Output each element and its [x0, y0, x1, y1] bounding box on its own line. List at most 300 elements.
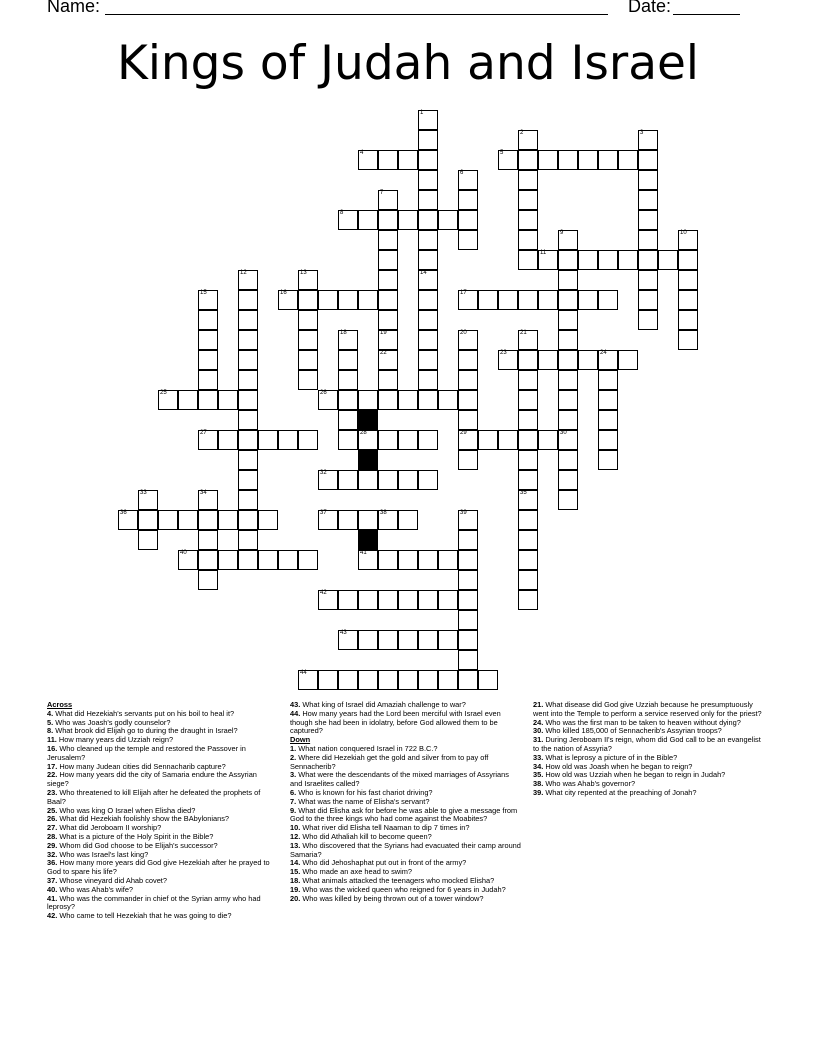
clue-text: Who was the wicked queen who reigned for 6 years in Judah? — [300, 884, 506, 894]
grid-cell[interactable] — [598, 250, 618, 270]
grid-cell[interactable] — [458, 530, 478, 550]
grid-cell[interactable] — [438, 670, 458, 690]
grid-cell[interactable] — [558, 230, 578, 250]
grid-cell[interactable] — [598, 410, 618, 430]
grid-cell[interactable] — [418, 390, 438, 410]
clue-number-label: 44. — [290, 708, 301, 718]
grid-cell[interactable] — [518, 570, 538, 590]
grid-cell[interactable] — [238, 510, 258, 530]
grid-cell[interactable] — [478, 290, 498, 310]
grid-cell[interactable] — [338, 410, 358, 430]
grid-cell[interactable] — [358, 590, 378, 610]
grid-cell[interactable] — [238, 370, 258, 390]
grid-cell[interactable] — [558, 150, 578, 170]
grid-cell[interactable] — [518, 150, 538, 170]
clue-text: How old was Uzziah when he began to reign in Judah? — [543, 770, 726, 780]
grid-cell[interactable] — [518, 450, 538, 470]
grid-cell[interactable] — [638, 210, 658, 230]
grid-cell[interactable] — [558, 470, 578, 490]
grid-cell[interactable] — [258, 430, 278, 450]
grid-cell[interactable] — [398, 630, 418, 650]
clue-number: 33 — [140, 490, 147, 496]
grid-cell[interactable] — [658, 250, 678, 270]
grid-cell[interactable] — [558, 390, 578, 410]
grid-cell[interactable] — [678, 250, 698, 270]
grid-cell[interactable] — [458, 670, 478, 690]
grid-cell[interactable] — [598, 390, 618, 410]
clue-number-label: 13. — [290, 840, 301, 850]
grid-cell[interactable] — [238, 350, 258, 370]
grid-cell[interactable] — [458, 570, 478, 590]
grid-cell[interactable] — [298, 350, 318, 370]
clue-number: 22 — [380, 350, 387, 356]
grid-cell[interactable] — [138, 530, 158, 550]
grid-cell[interactable] — [198, 550, 218, 570]
grid-cell[interactable] — [438, 630, 458, 650]
grid-cell[interactable] — [298, 290, 318, 310]
grid-cell[interactable] — [198, 430, 218, 450]
clue-text: Who discovered that the Syrians had evacuated their camp around Samaria? — [290, 840, 521, 859]
grid-cell[interactable] — [478, 670, 498, 690]
grid-cell[interactable] — [338, 390, 358, 410]
grid-cell[interactable] — [378, 630, 398, 650]
grid-cell[interactable] — [418, 630, 438, 650]
grid-cell[interactable] — [598, 350, 618, 370]
grid-cell[interactable] — [458, 510, 478, 530]
grid-cell[interactable] — [518, 190, 538, 210]
grid-cell[interactable] — [518, 290, 538, 310]
clue-number-label: 12. — [290, 831, 301, 841]
grid-cell[interactable] — [338, 210, 358, 230]
grid-cell[interactable] — [638, 130, 658, 150]
grid-cell[interactable] — [338, 630, 358, 650]
grid-cell[interactable] — [518, 530, 538, 550]
grid-cell[interactable] — [178, 390, 198, 410]
grid-cell[interactable] — [418, 330, 438, 350]
clue-number-label: 20. — [290, 893, 301, 903]
clue-number: 17 — [460, 290, 467, 296]
grid-cell[interactable] — [278, 430, 298, 450]
grid-cell[interactable] — [458, 430, 478, 450]
grid-cell[interactable] — [378, 510, 398, 530]
grid-cell[interactable] — [358, 670, 378, 690]
grid-cell[interactable] — [398, 550, 418, 570]
grid-cell[interactable] — [558, 450, 578, 470]
grid-cell[interactable] — [358, 630, 378, 650]
grid-cell[interactable] — [418, 550, 438, 570]
grid-cell[interactable] — [338, 330, 358, 350]
grid-cell[interactable] — [298, 330, 318, 350]
clue-text: How many years did Uzziah reign? — [56, 735, 174, 745]
grid-cell[interactable] — [638, 310, 658, 330]
grid-cell[interactable] — [418, 150, 438, 170]
across-clue — [47, 745, 277, 763]
grid-cell[interactable] — [418, 470, 438, 490]
grid-cell[interactable] — [338, 590, 358, 610]
grid-cell[interactable] — [518, 390, 538, 410]
clue-number: 8 — [340, 210, 344, 216]
grid-cell[interactable] — [378, 270, 398, 290]
grid-cell[interactable] — [238, 270, 258, 290]
clue-text: How many Judean cities did Sennacharib capture? — [57, 761, 226, 771]
grid-cell[interactable] — [198, 330, 218, 350]
grid-cell[interactable] — [358, 550, 378, 570]
grid-cell[interactable] — [518, 210, 538, 230]
grid-cell[interactable] — [218, 550, 238, 570]
grid-cell[interactable] — [438, 590, 458, 610]
grid-cell[interactable] — [458, 650, 478, 670]
grid-cell[interactable] — [378, 210, 398, 230]
grid-cell[interactable] — [458, 370, 478, 390]
grid-cell[interactable] — [238, 530, 258, 550]
grid-cell[interactable] — [338, 350, 358, 370]
grid-cell[interactable] — [198, 370, 218, 390]
clue-number-label: 33. — [533, 752, 544, 762]
grid-cell[interactable] — [318, 290, 338, 310]
grid-cell[interactable] — [498, 430, 518, 450]
grid-cell[interactable] — [378, 150, 398, 170]
grid-cell[interactable] — [518, 430, 538, 450]
grid-cell[interactable] — [398, 210, 418, 230]
grid-cell[interactable] — [638, 290, 658, 310]
grid-cell[interactable] — [318, 470, 338, 490]
grid-cell[interactable] — [238, 430, 258, 450]
grid-cell[interactable] — [598, 450, 618, 470]
grid-cell[interactable] — [418, 270, 438, 290]
across-clue — [47, 912, 277, 921]
grid-cell[interactable] — [418, 290, 438, 310]
clue-number: 40 — [180, 550, 187, 556]
grid-cell[interactable] — [518, 510, 538, 530]
grid-cell[interactable] — [358, 470, 378, 490]
grid-cell[interactable] — [418, 190, 438, 210]
grid-cell[interactable] — [378, 290, 398, 310]
clue-text: Who was Israel's last king? — [57, 849, 149, 859]
grid-cell[interactable] — [538, 250, 558, 270]
clue-text: Who came to tell Hezekiah that he was going to die? — [57, 911, 232, 921]
clue-text: How old was Joash when he began to reign? — [543, 761, 693, 771]
grid-cell[interactable] — [518, 370, 538, 390]
grid-cell[interactable] — [238, 490, 258, 510]
grid-cell[interactable] — [558, 250, 578, 270]
clue-number-label: 16. — [47, 743, 58, 753]
grid-cell[interactable] — [638, 270, 658, 290]
clue-number: 16 — [280, 290, 287, 296]
grid-cell[interactable] — [438, 390, 458, 410]
grid-cell[interactable] — [358, 390, 378, 410]
grid-cell[interactable] — [418, 110, 438, 130]
grid-cell[interactable] — [518, 470, 538, 490]
grid-cell[interactable] — [638, 250, 658, 270]
grid-cell[interactable] — [458, 230, 478, 250]
grid-cell[interactable] — [458, 210, 478, 230]
grid-cell[interactable] — [558, 370, 578, 390]
down-clue — [533, 701, 768, 719]
grid-cell[interactable] — [638, 190, 658, 210]
grid-cell[interactable] — [198, 390, 218, 410]
grid-cell[interactable] — [238, 550, 258, 570]
grid-cell[interactable] — [278, 550, 298, 570]
grid-cell[interactable] — [498, 290, 518, 310]
clue-number: 38 — [380, 510, 387, 516]
grid-cell[interactable] — [238, 470, 258, 490]
grid-cell[interactable] — [358, 430, 378, 450]
grid-cell[interactable] — [178, 550, 198, 570]
grid-cell[interactable] — [378, 370, 398, 390]
name-label: Name: — [47, 0, 101, 16]
grid-cell[interactable] — [378, 190, 398, 210]
grid-cell[interactable] — [458, 290, 478, 310]
grid-cell[interactable] — [338, 430, 358, 450]
grid-cell[interactable] — [238, 290, 258, 310]
grid-cell[interactable] — [298, 310, 318, 330]
grid-cell[interactable] — [678, 270, 698, 290]
grid-cell[interactable] — [318, 510, 338, 530]
grid-cell[interactable] — [598, 370, 618, 390]
grid-cell[interactable] — [558, 270, 578, 290]
grid-cell[interactable] — [458, 330, 478, 350]
grid-cell[interactable] — [198, 490, 218, 510]
grid-cell[interactable] — [618, 250, 638, 270]
clue-text: How many years did the city of Samaria endure the Assyrian siege? — [47, 770, 257, 789]
grid-cell[interactable] — [318, 390, 338, 410]
grid-cell[interactable] — [158, 390, 178, 410]
grid-cell[interactable] — [358, 210, 378, 230]
grid-cell[interactable] — [558, 410, 578, 430]
grid-cell[interactable] — [418, 430, 438, 450]
grid-cell[interactable] — [338, 470, 358, 490]
clue-text: What did Elisha ask for before he was able to give a message from God to the three kings who had come against the Moabites? — [290, 805, 518, 824]
grid-cell[interactable] — [558, 290, 578, 310]
grid-cell[interactable] — [378, 230, 398, 250]
grid-cell[interactable] — [378, 430, 398, 450]
grid-cell[interactable] — [158, 510, 178, 530]
grid-cell[interactable] — [598, 290, 618, 310]
grid-cell[interactable] — [138, 490, 158, 510]
grid-cell[interactable] — [458, 630, 478, 650]
grid-cell[interactable] — [398, 430, 418, 450]
grid-cell[interactable] — [578, 290, 598, 310]
grid-cell[interactable] — [278, 290, 298, 310]
grid-cell[interactable] — [298, 550, 318, 570]
grid-cell[interactable] — [378, 330, 398, 350]
clue-number: 12 — [240, 270, 247, 276]
clue-number: 23 — [500, 350, 507, 356]
grid-cell[interactable] — [638, 230, 658, 250]
grid-cell[interactable] — [338, 510, 358, 530]
clue-number: 21 — [520, 330, 527, 336]
grid-cell[interactable] — [198, 510, 218, 530]
grid-cell[interactable] — [418, 210, 438, 230]
grid-cell[interactable] — [458, 410, 478, 430]
across-clue — [47, 771, 277, 789]
date-label: Date: — [628, 0, 672, 16]
down-clue — [290, 842, 522, 860]
clue-text: What nation conquered Israel in 722 B.C.? — [296, 743, 438, 753]
grid-cell[interactable] — [678, 230, 698, 250]
grid-cell[interactable] — [518, 250, 538, 270]
grid-cell[interactable] — [198, 310, 218, 330]
grid-cell[interactable] — [558, 430, 578, 450]
grid-cell[interactable] — [338, 290, 358, 310]
grid-cell[interactable] — [338, 670, 358, 690]
grid-cell[interactable] — [558, 330, 578, 350]
grid-cell[interactable] — [458, 190, 478, 210]
grid-cell[interactable] — [578, 250, 598, 270]
clue-number: 13 — [300, 270, 307, 276]
grid-cell[interactable] — [518, 130, 538, 150]
grid-cell[interactable] — [398, 150, 418, 170]
grid-cell[interactable] — [458, 610, 478, 630]
grid-cell[interactable] — [458, 170, 478, 190]
grid-cell[interactable] — [418, 310, 438, 330]
grid-cell[interactable] — [418, 590, 438, 610]
grid-cell[interactable] — [678, 310, 698, 330]
clues-column-3 — [533, 701, 768, 798]
grid-cell[interactable] — [378, 390, 398, 410]
grid-cell[interactable] — [218, 430, 238, 450]
grid-cell[interactable] — [198, 290, 218, 310]
grid-cell[interactable] — [518, 170, 538, 190]
grid-cell[interactable] — [378, 590, 398, 610]
grid-cell[interactable] — [378, 310, 398, 330]
grid-cell[interactable] — [298, 370, 318, 390]
down-clue — [290, 895, 522, 904]
grid-cell[interactable] — [458, 350, 478, 370]
grid-cell[interactable] — [518, 230, 538, 250]
grid-cell[interactable] — [238, 410, 258, 430]
grid-cell[interactable] — [398, 390, 418, 410]
grid-cell[interactable] — [418, 370, 438, 390]
grid-cell[interactable] — [518, 350, 538, 370]
grid-cell[interactable] — [418, 670, 438, 690]
clue-text: What river did Elisha tell Naaman to dip 7 times in? — [300, 823, 470, 833]
clue-number-label: 7. — [290, 796, 297, 806]
grid-cell[interactable] — [578, 350, 598, 370]
grid-cell[interactable] — [258, 550, 278, 570]
grid-cell[interactable] — [238, 330, 258, 350]
grid-cell[interactable] — [378, 670, 398, 690]
grid-cell[interactable] — [578, 150, 598, 170]
grid-cell[interactable] — [438, 210, 458, 230]
grid-cell[interactable] — [638, 170, 658, 190]
grid-cell[interactable] — [598, 150, 618, 170]
grid-cell[interactable] — [198, 570, 218, 590]
grid-cell[interactable] — [438, 550, 458, 570]
grid-cell[interactable] — [218, 390, 238, 410]
clue-text: What brook did Elijah go to during the draught in Israel? — [53, 726, 238, 736]
grid-cell[interactable] — [378, 250, 398, 270]
grid-cell[interactable] — [358, 290, 378, 310]
grid-cell[interactable] — [518, 550, 538, 570]
grid-cell[interactable] — [498, 150, 518, 170]
clue-number: 4 — [360, 150, 364, 156]
grid-cell[interactable] — [418, 350, 438, 370]
grid-cell[interactable] — [418, 250, 438, 270]
grid-cell[interactable] — [378, 470, 398, 490]
grid-cell[interactable] — [238, 390, 258, 410]
grid-cell[interactable] — [458, 550, 478, 570]
grid-cell[interactable] — [678, 290, 698, 310]
across-clue — [47, 789, 277, 807]
grid-cell[interactable] — [458, 450, 478, 470]
clue-text: What animals attacked the teenagers who mocked Elisha? — [300, 875, 495, 885]
clue-number: 3 — [640, 130, 644, 136]
grid-cell[interactable] — [198, 530, 218, 550]
grid-cell[interactable] — [518, 410, 538, 430]
grid-cell[interactable] — [418, 130, 438, 150]
grid-cell[interactable] — [298, 430, 318, 450]
grid-cell[interactable] — [398, 470, 418, 490]
grid-cell[interactable] — [458, 590, 478, 610]
clue-number: 15 — [200, 290, 207, 296]
grid-cell[interactable] — [298, 270, 318, 290]
down-clue — [533, 789, 768, 798]
grid-cell[interactable] — [418, 230, 438, 250]
grid-cell[interactable] — [518, 590, 538, 610]
grid-cell[interactable] — [138, 510, 158, 530]
across-heading: Across — [47, 700, 73, 709]
grid-cell[interactable] — [258, 510, 278, 530]
grid-cell[interactable] — [398, 590, 418, 610]
black-square — [358, 530, 378, 550]
grid-cell[interactable] — [538, 430, 558, 450]
grid-cell[interactable] — [378, 350, 398, 370]
grid-cell[interactable] — [558, 310, 578, 330]
grid-cell[interactable] — [178, 510, 198, 530]
grid-cell[interactable] — [238, 310, 258, 330]
clue-number: 1 — [420, 110, 424, 116]
grid-cell[interactable] — [678, 330, 698, 350]
grid-cell[interactable] — [618, 350, 638, 370]
grid-cell[interactable] — [318, 670, 338, 690]
grid-cell[interactable] — [358, 150, 378, 170]
grid-cell[interactable] — [518, 330, 538, 350]
grid-cell[interactable] — [298, 670, 318, 690]
grid-cell[interactable] — [518, 490, 538, 510]
grid-cell[interactable] — [558, 490, 578, 510]
grid-cell[interactable] — [538, 350, 558, 370]
grid-cell[interactable] — [238, 450, 258, 470]
grid-cell[interactable] — [118, 510, 138, 530]
clue-number: 42 — [320, 590, 327, 596]
grid-cell[interactable] — [618, 150, 638, 170]
clue-number: 24 — [600, 350, 607, 356]
grid-cell[interactable] — [418, 170, 438, 190]
grid-cell[interactable] — [538, 150, 558, 170]
grid-cell[interactable] — [378, 550, 398, 570]
grid-cell[interactable] — [458, 390, 478, 410]
grid-cell[interactable] — [338, 370, 358, 390]
grid-cell[interactable] — [398, 670, 418, 690]
clue-text: Who threatened to kill Elijah after he defeated the prophets of Baal? — [47, 787, 261, 806]
grid-cell[interactable] — [318, 590, 338, 610]
grid-cell[interactable] — [538, 290, 558, 310]
grid-cell[interactable] — [638, 150, 658, 170]
clue-text: Who is known for his fast chariot driving? — [296, 787, 433, 797]
grid-cell[interactable] — [498, 350, 518, 370]
grid-cell[interactable] — [598, 430, 618, 450]
clue-text: Who was killed by being thrown out of a tower window? — [300, 893, 484, 903]
grid-cell[interactable] — [218, 510, 238, 530]
grid-cell[interactable] — [478, 430, 498, 450]
grid-cell[interactable] — [198, 350, 218, 370]
grid-cell[interactable] — [558, 350, 578, 370]
grid-cell[interactable] — [398, 510, 418, 530]
grid-cell[interactable] — [358, 510, 378, 530]
clue-number-label: 21. — [533, 700, 544, 709]
clue-number-label: 38. — [533, 779, 544, 789]
